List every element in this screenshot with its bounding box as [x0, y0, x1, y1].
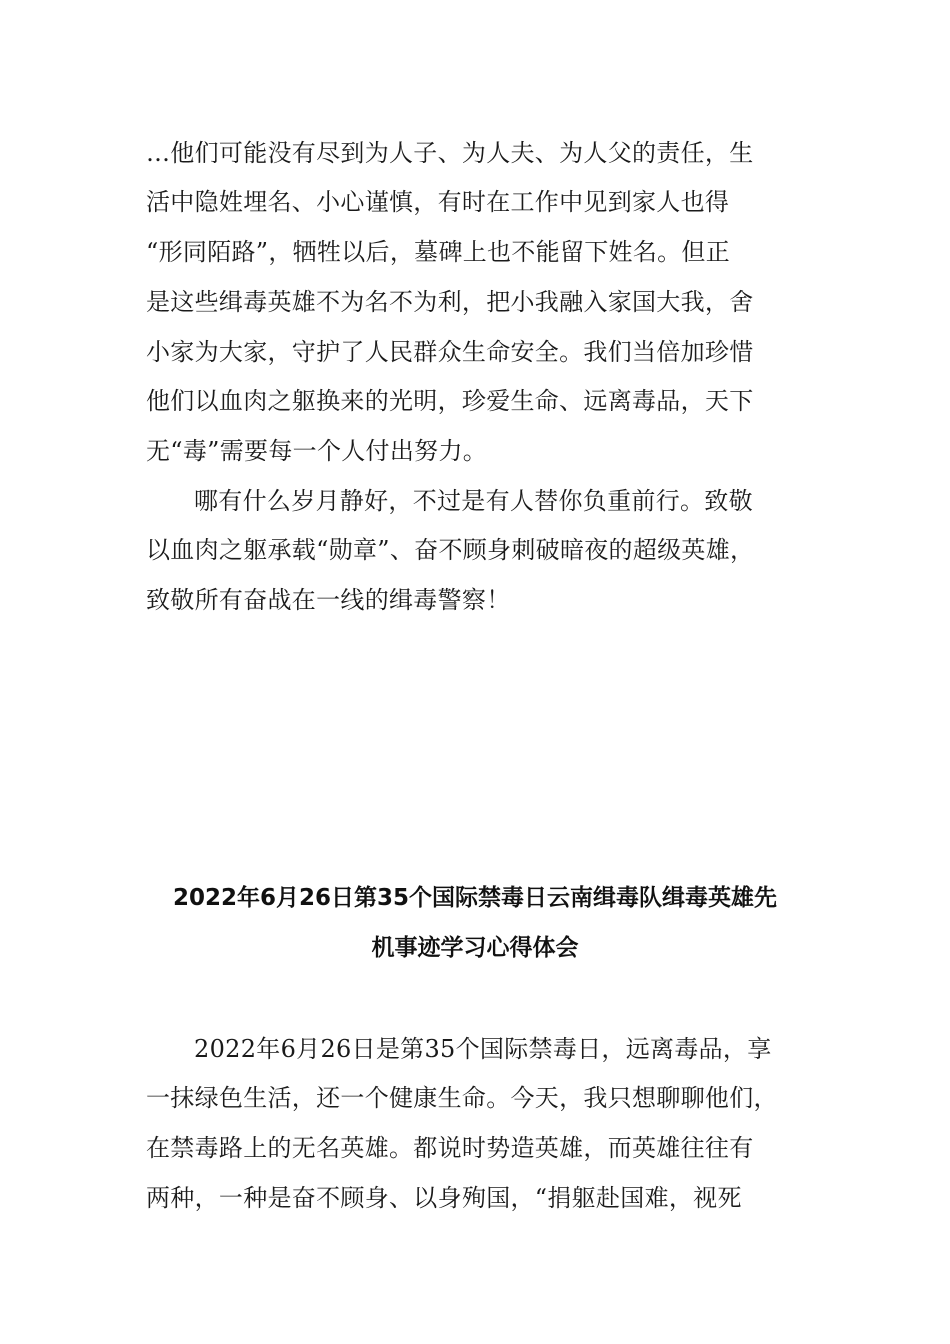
- text-line: “形同陌路”，牺牲以后，墓碑上也不能留下姓名。但正: [146, 238, 731, 266]
- text-line: 两种，一种是奋不顾身、以身殉国，“捐躯赴国难，视死: [146, 1184, 742, 1212]
- text-line: 在禁毒路上的无名英雄。都说时势造英雄，而英雄往往有: [146, 1134, 754, 1162]
- text-line: 一抹绿色生活，还一个健康生命。今天，我只想聊聊他们，: [146, 1084, 778, 1112]
- text-line: 致敬所有奋战在一线的缉毒警察！: [146, 586, 511, 614]
- text-line: 哪有什么岁月静好，不过是有人替你负重前行。致敬: [194, 487, 753, 515]
- title-line: 机事迹学习心得体会: [371, 935, 579, 961]
- text-line: 他们以血肉之躯换来的光明，珍爱生命、远离毒品，天下: [146, 387, 754, 415]
- text-line: …他们可能没有尽到为人子、为人夫、为人父的责任，生: [146, 139, 754, 167]
- text-line: 是这些缉毒英雄不为名不为利，把小我融入家国大我，舍: [146, 288, 754, 316]
- title-line: 2022年6月26日第35个国际禁毒日云南缉毒队缉毒英雄先: [172, 885, 778, 911]
- text-line: 以血肉之躯承载“勋章”、奋不顾身刺破暗夜的超级英雄，: [146, 536, 755, 564]
- text-line: 无“毒”需要每一个人付出努力。: [146, 437, 488, 465]
- text-line: 小家为大家，守护了人民群众生命安全。我们当倍加珍惜: [146, 338, 754, 366]
- text-line: 活中隐姓埋名、小心谨慎，有时在工作中见到家人也得: [146, 188, 730, 216]
- text-line: 2022年6月26日是第35个国际禁毒日，远离毒品，享: [194, 1035, 772, 1063]
